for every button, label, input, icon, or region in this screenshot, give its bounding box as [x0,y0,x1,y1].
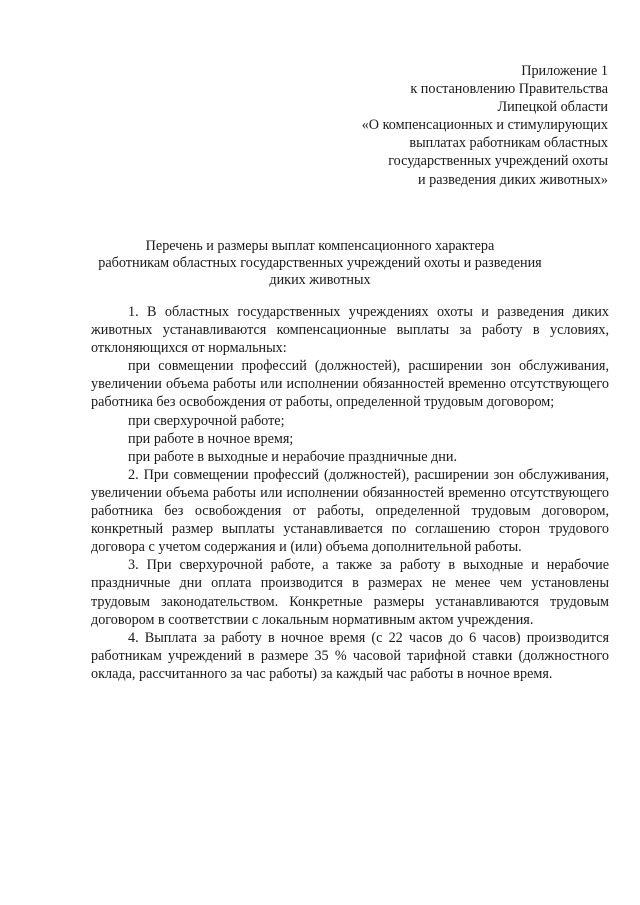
paragraph: при сверхурочной работе; [128,412,285,429]
appendix-header [308,62,608,189]
appendix-line: Приложение 1 [521,63,608,79]
appendix-line: и разведения диких животных» [418,171,608,188]
paragraph: 1. В областных государственных учреждениях охоты и разведения диких животных устанавливаются компенсационные выплаты за работу в условиях, отклоняющихся от нормальных: [91,304,609,357]
title-line: Перечень и размеры выплат компенсационного характера [145,238,495,254]
paragraph: 2. При совмещении профессий (должностей), расширении зон обслуживания, увеличении объема работы или исполнении обязанностей временно отсутствующего работника без освобождения от работы, определенной трудовым договором, конкретный размер выплаты устанавливается по соглашению сторон трудового договора с учетом содержания и (или) объема дополнительной работы. [91,466,609,556]
paragraph: 3. При сверхурочной работе, а также за работу в выходные и нерабочие праздничные дни оплата производится в размерах не менее чем установлены трудовым законодательством. Конкретные размеры устанавливаются трудовым договором в соответствии с локальным нормативным актом учреждения. [91,557,609,628]
paragraph: при совмещении профессий (должностей), расширении зон обслуживания, увеличении объема работы или исполнении обязанностей временно отсутствующего работника без освобождения от работы, определенной трудовым договором; [91,358,609,411]
appendix-line: Липецкой области [497,99,608,116]
paragraph: 4. Выплата за работу в ночное время (с 22 часов до 6 часов) производится работникам учреждений в размере 35 % часовой тарифной ставки (должностного оклада, рассчитанного за час работы) за каждый час работы в ночное время. [91,629,609,682]
title-line: диких животных [269,272,371,288]
appendix-line: «О компенсационных и стимулирующих [361,117,608,134]
paragraph: при работе в выходные и нерабочие праздничные дни. [128,448,458,465]
paragraph: при работе в ночное время; [128,430,294,447]
document-body [91,303,609,683]
document-title [70,238,570,289]
appendix-line: к постановлению Правительства [410,81,608,98]
appendix-line: выплатах работникам областных [409,135,608,152]
title-line: работникам областных государственных учреждений охоты и разведения [98,255,542,271]
appendix-line: государственных учреждений охоты [388,153,608,170]
